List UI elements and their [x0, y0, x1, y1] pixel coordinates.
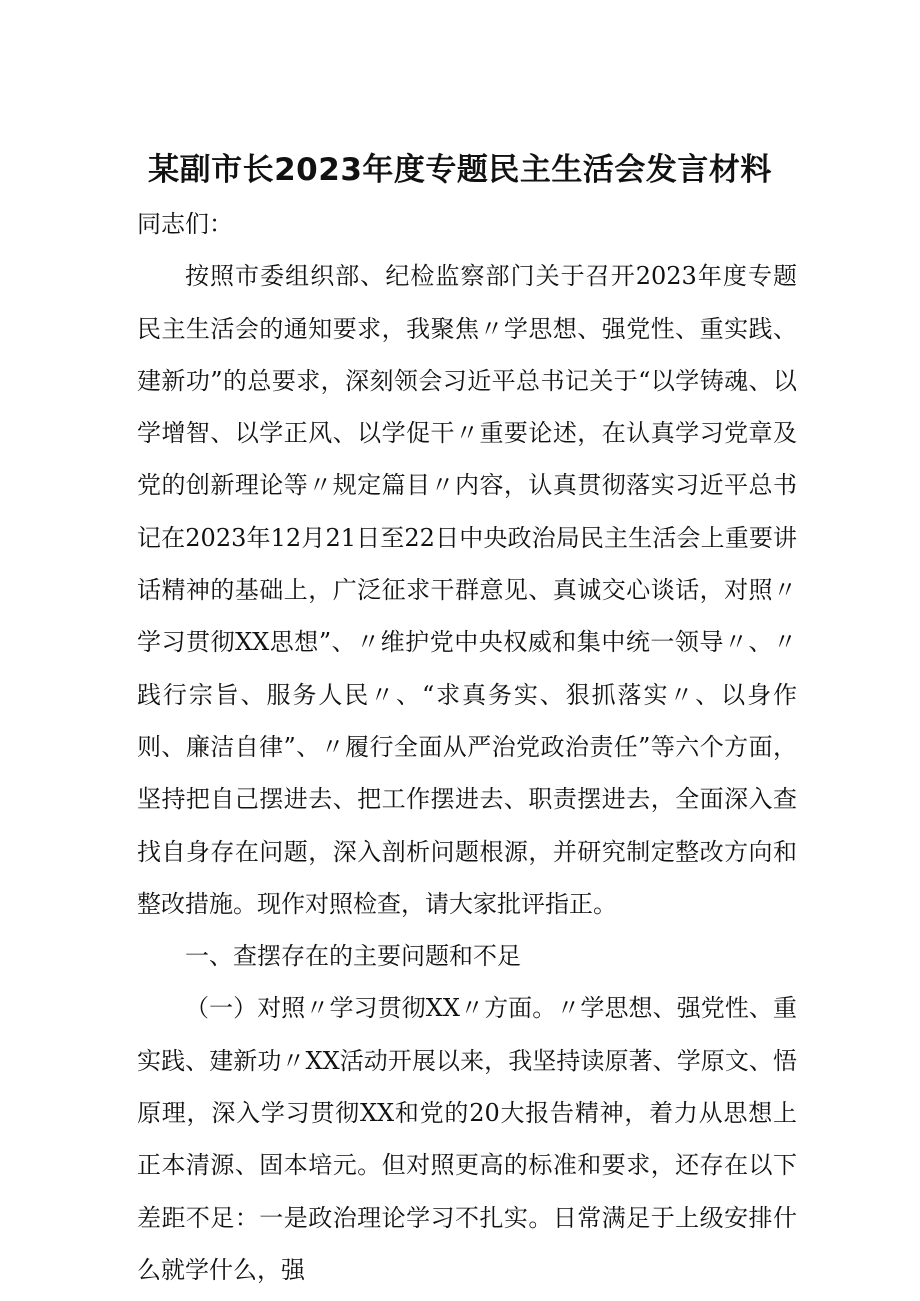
document-title: 某副市长2023年度专题民主生活会发言材料 — [148, 152, 772, 188]
section-1-paragraph: （一）对照〃学习贯彻XX〃方面。〃学思想、强党性、重实践、建新功〃XX活动开展以来，我坚持读原著、学原文、悟原理，深入学习贯彻XX和党的20大报告精神，着力从思想上正本清源、固本培元。但对照更高的标准和要求，还存在以下差距不足：一是政治理论学习不扎实。日常满足于上级安排什么就学什么，强 — [137, 994, 797, 1284]
document-body — [137, 198, 797, 1296]
intro-paragraph: 按照市委组织部、纪检监察部门关于召开2023年度专题民主生活会的通知要求，我聚焦〃学思想、强党性、重实践、建新功”的总要求，深刻领会习近平总书记关于“以学铸魂、以学增智、以学正风、以学促干〃重要论述，在认真学习党章及党的创新理论等〃规定篇目〃内容，认真贯彻落实习近平总书记在2023年12月21日至22日中央政治局民主生活会上重要讲话精神的基础上，广泛征求干群意见、真诚交心谈话，对照〃学习贯彻XX思想”、〃维护党中央权威和集中统一领导〃、〃践行宗旨、服务人民〃、“求真务实、狠抓落实〃、以身作则、廉洁自律”、〃履行全面从严治党政治责任”等六个方面，坚持把自己摆进去、把工作摆进去、职责摆进去，全面深入查找自身存在问题，深入剖析问题根源，并研究制定整改方向和整改措施。现作对照检查，请大家批评指正。 — [137, 262, 797, 918]
section-heading: 一、查摆存在的主要问题和不足 — [185, 942, 521, 971]
salutation: 同志们： — [137, 210, 233, 238]
